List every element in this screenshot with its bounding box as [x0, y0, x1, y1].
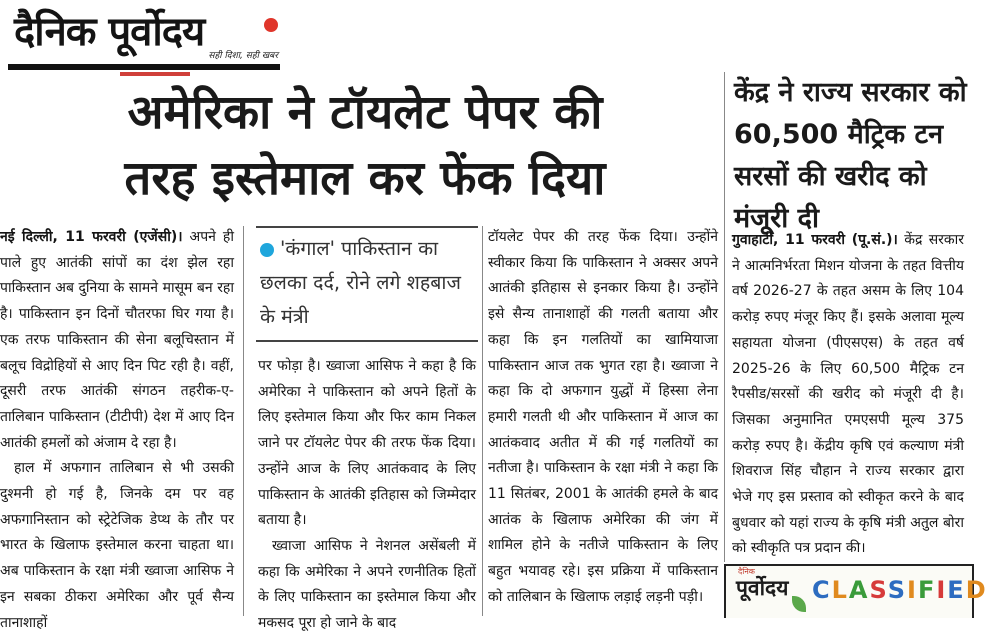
pull-quote: [256, 226, 478, 342]
newspaper-title: दैनिक पूर्वोदय: [14, 9, 205, 55]
article-paragraph: हाल में अफगान तालिबान से भी उसकी दुश्मनी हो गई है, जिनके दम पर वह अफगानिस्तान को स्ट्रेटेजिक डेप्थ के तौर पर भारत के खिलाफ इस्तेमाल करना चाहता था। अब पाकिस्तान के रक्षा मंत्री ख्वाजा आसिफ ने इन सबका ठीकरा अमेरिका और पूर्व सैन्य तानाशाहों: [0, 460, 234, 631]
side-story-text: केंद्र सरकार ने आत्मनिर्भरता मिशन योजना के तहत वित्तीय वर्ष 2026-27 के तहत असम के लिए 104 करोड़ रुपए मंजूर किए हैं। इसके अलावा मूल्य सहायता योजना (पीएसएस) के तहत वर्ष 2025-26 के लिए 60,500 मैट्रिक टन रैपसीड/सरसों की खरीद को मंजूरी दी है। जिसका अनुमानित एमएसपी मूल्य 375 करोड़ रुपए है। केंद्रीय कृषि एवं कल्याण मंत्री शिवराज सिंह चौहान ने राज्य सरकार द्वारा भेजे गए इस प्रस्ताव को स्वीकृत करने के बाद बुधवार को यहां राज्य के कृषि मंत्री अतुल बोरा को स्वीकृति पत्र प्रदान की।: [732, 232, 964, 557]
side-story-headline: केंद्र ने राज्य सरकार को 60,500 मैट्रिक टन सरसों की खरीद को मंजूरी दी: [734, 77, 967, 234]
article-paragraph: पर फोड़ा है। ख्वाजा आसिफ ने कहा है कि अमेरिका ने पाकिस्तान को अपने हितों के लिए इस्तेमाल किया और फिर काम निकल जाने पर टॉयलेट पेपर की तरफ फेंक दिया। उन्होंने आज के लिए आतंकवाद के लिए पाकिस्तान के आतंकी इतिहास को जिम्मेदार बताया है।: [258, 358, 476, 529]
classified-brand-name: पूर्वोदय: [736, 576, 789, 600]
bullet-icon: [260, 243, 274, 257]
classified-letter: E: [947, 576, 966, 604]
classified-letter: I: [936, 576, 948, 604]
column-divider: [724, 72, 725, 562]
classified-letter: F: [917, 576, 937, 604]
article-dateline: नई दिल्ली, 11 फरवरी (एजेंसी)।: [0, 229, 183, 245]
side-story-dateline: गुवाहाटी, 11 फरवरी (पू.सं.)।: [732, 232, 898, 248]
classified-letter: L: [831, 576, 849, 604]
article-column-2: [258, 354, 476, 637]
classified-letter: S: [887, 576, 908, 604]
classified-letter: C: [812, 576, 832, 604]
column-divider: [482, 226, 483, 616]
classified-letter: S: [869, 576, 888, 604]
article-column-1: [0, 225, 234, 636]
pull-quote-text: 'कंगाल' पाकिस्तान का छलका दर्द, रोने लगे शहबाज के मंत्री: [260, 237, 461, 328]
masthead-rule: [8, 64, 280, 70]
column-divider: [243, 226, 244, 616]
masthead-accent: [120, 72, 190, 76]
article-column-3: [488, 225, 718, 611]
classified-word: [812, 576, 988, 604]
main-headline-line1: अमेरिका ने टॉयलेट पेपर की: [127, 85, 603, 140]
classified-brand: [736, 567, 789, 602]
article-paragraph: टॉयलेट पेपर की तरह फेंक दिया। उन्होंने स्वीकार किया कि पाकिस्तान ने अक्सर अपने आतंकी इतिहास से इनकार किया है। उन्होंने इसे सैन्य तानाशाहों की गलती बताया और कहा कि इन गलतियों का खामियाजा पाकिस्तान आज तक भुगत रहा है। ख्वाजा ने कहा कि दो अफगान युद्धों में हिस्सा लेना हमारी गलती थी और पाकिस्तान में आज का आतंकवाद अतीत में की गई गलतियों का नतीजा है। पाकिस्तान के रक्षा मंत्री ने कहा कि 11 सितंबर, 2001 के आतंकी हमले के बाद आतंक के खिलाफ अमेरिका की जंग में शामिल होने के नतीजे पाकिस्तान के लिए बहुत भयावह रहे। इस प्रक्रिया में पाकिस्तान को तालिबान के खिलाफ लड़ाई लड़नी पड़ी।: [488, 229, 718, 605]
classified-ad: [724, 564, 988, 618]
main-headline-line2: तरह इस्तेमाल कर फेंक दिया: [124, 151, 606, 206]
classified-letter: A: [848, 576, 870, 604]
masthead-logo-dot: [264, 18, 278, 32]
article-paragraph: अपने ही पाले हुए आतंकी सांपों का दंश झेल रहा पाकिस्तान अब दुनिया के सामने मासूम बन रहा है। पाकिस्तान इन दिनों चौतरफा घिर गया है। एक तरफ पाकिस्तान की सेना बलूचिस्तान में बलूच विद्रोहियों से आए दिन पिट रही है। वहीं, दूसरी तरफ आतंकी संगठन तहरीक-ए-तालिबान पाकिस्तान (टीटीपी) देश में आए दिन आतंकी हमलों को अंजाम दे रहा है।: [0, 229, 234, 451]
leaf-icon: [792, 596, 806, 612]
classified-brand-prefix: दैनिक: [738, 567, 755, 576]
classified-letter: I: [907, 576, 918, 604]
classified-letter: D: [965, 576, 988, 604]
newspaper-tagline: सही दिशा, सही खबर: [208, 51, 278, 61]
article-paragraph: ख्वाजा आसिफ ने नेशनल असेंबली में कहा कि अमेरिका ने अपने रणनीतिक हितों के लिए पाकिस्तान का इस्तेमाल किया और मकसद पूरा हो जाने के बाद: [258, 537, 476, 632]
main-headline: [40, 80, 690, 212]
masthead: [8, 6, 280, 74]
side-story-body: [732, 228, 964, 562]
